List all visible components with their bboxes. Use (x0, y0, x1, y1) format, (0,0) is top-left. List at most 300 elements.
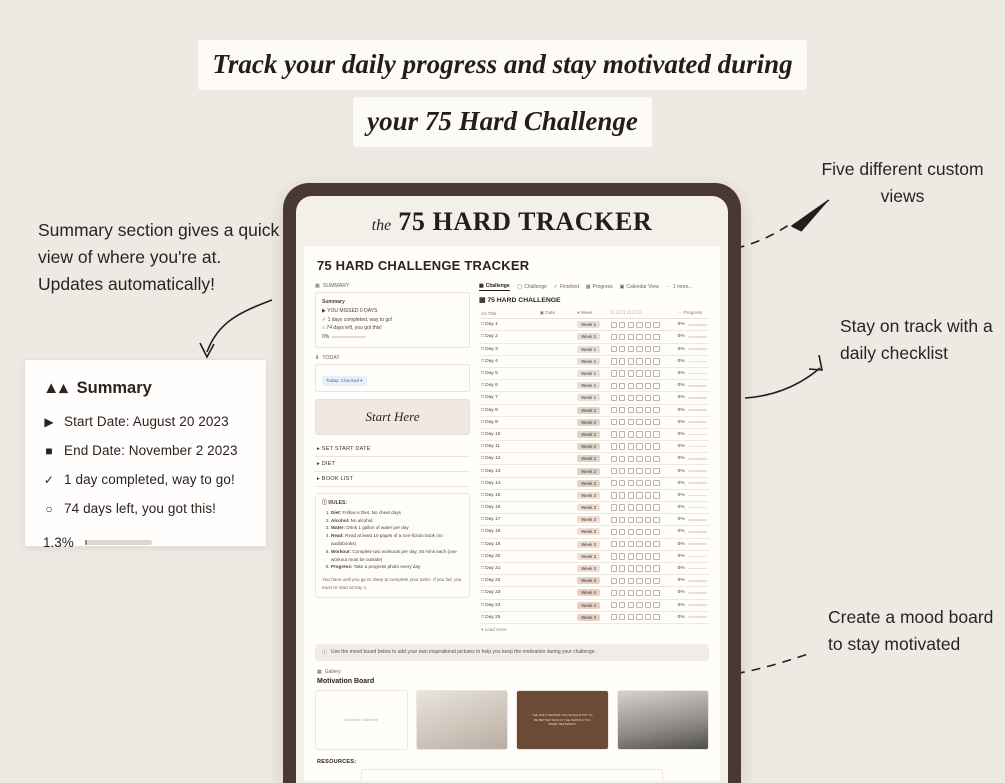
checkbox[interactable] (628, 370, 634, 376)
checkbox[interactable] (636, 322, 642, 328)
cell-checkboxes[interactable] (609, 502, 676, 514)
checkbox[interactable] (611, 504, 617, 510)
checkbox[interactable] (653, 529, 659, 535)
checkbox[interactable] (636, 517, 642, 523)
cell-title: □ Day 16 (479, 502, 538, 514)
checkbox[interactable] (611, 395, 617, 401)
cell-date[interactable] (538, 575, 576, 587)
column-header-week[interactable]: ▾ Week (575, 308, 608, 319)
checkbox[interactable] (619, 492, 625, 498)
cell-title: □ Day 15 (479, 489, 538, 501)
resources-placeholder[interactable] (361, 769, 663, 781)
checkbox[interactable] (619, 395, 625, 401)
checkbox[interactable] (619, 578, 625, 584)
checkbox[interactable] (611, 517, 617, 523)
checkbox[interactable] (636, 443, 642, 449)
checkbox[interactable] (653, 431, 659, 437)
checkbox[interactable] (653, 614, 659, 620)
summary-row-completed (43, 472, 248, 487)
cell-checkboxes[interactable] (609, 489, 676, 501)
cell-week: Week 1 (575, 319, 608, 331)
cell-week: Week 3 (575, 562, 608, 574)
checkbox[interactable] (611, 456, 617, 462)
cell-date[interactable] (538, 465, 576, 477)
checkbox[interactable] (619, 419, 625, 425)
checkbox[interactable] (653, 602, 659, 608)
tab-more-views[interactable]: ⋯ 1 more... (665, 284, 693, 290)
table-row[interactable] (479, 416, 709, 428)
table-row[interactable] (479, 392, 709, 404)
checkbox[interactable] (645, 517, 651, 523)
checkbox[interactable] (653, 468, 659, 474)
checkbox[interactable] (653, 492, 659, 498)
checkbox[interactable] (653, 590, 659, 596)
checkbox[interactable] (611, 578, 617, 584)
checkbox[interactable] (628, 590, 634, 596)
summary-panel (315, 292, 470, 348)
cell-date[interactable] (538, 441, 576, 453)
checkbox[interactable] (619, 602, 625, 608)
summary-section-header-label: SUMMARY (322, 283, 350, 289)
cell-date[interactable] (538, 416, 576, 428)
checkbox[interactable] (628, 334, 634, 340)
checkbox[interactable] (645, 395, 651, 401)
table-row[interactable] (479, 355, 709, 367)
table-row[interactable] (479, 428, 709, 440)
checkbox[interactable] (611, 614, 617, 620)
checkbox[interactable] (611, 602, 617, 608)
checkbox[interactable] (645, 443, 651, 449)
cell-date[interactable] (538, 599, 576, 611)
cell-week: Week 2 (575, 404, 608, 416)
checkbox[interactable] (619, 431, 625, 437)
info-icon: ⓘ (322, 649, 328, 656)
checkbox[interactable] (645, 334, 651, 340)
table-row[interactable] (479, 380, 709, 392)
cell-date[interactable] (538, 587, 576, 599)
checkbox[interactable] (611, 370, 617, 376)
cell-title: □ Day 3 (479, 343, 538, 355)
cell-date[interactable] (538, 538, 576, 550)
checkbox[interactable] (619, 443, 625, 449)
checkbox[interactable] (636, 407, 642, 413)
cell-checkboxes[interactable] (609, 575, 676, 587)
checkbox[interactable] (628, 602, 634, 608)
checkbox[interactable] (619, 468, 625, 474)
checkbox[interactable] (628, 383, 634, 389)
moodboard-card[interactable]: Good one, slide here (315, 690, 408, 750)
checkbox[interactable] (636, 346, 642, 352)
checkbox[interactable] (653, 419, 659, 425)
checkbox[interactable] (636, 480, 642, 486)
checkbox[interactable] (619, 529, 625, 535)
cell-progress: 0% (676, 428, 709, 440)
start-here-button[interactable]: Start Here (315, 399, 470, 435)
toggle-book-list[interactable]: ▸ BOOK LIST (315, 472, 470, 487)
annotation-summary: Summary section gives a quick view of where you're at. Updates automatically! (38, 220, 280, 295)
cell-date[interactable] (538, 502, 576, 514)
checkbox[interactable] (636, 468, 642, 474)
checkbox[interactable] (611, 322, 617, 328)
cell-date[interactable] (538, 355, 576, 367)
table-row[interactable] (479, 331, 709, 343)
checkbox[interactable] (653, 480, 659, 486)
cell-checkboxes[interactable] (609, 562, 676, 574)
cell-week: Week 1 (575, 367, 608, 379)
checkbox[interactable] (628, 322, 634, 328)
checkbox[interactable] (636, 358, 642, 364)
table-row[interactable] (479, 453, 709, 465)
cell-date[interactable] (538, 514, 576, 526)
checkbox[interactable] (619, 504, 625, 510)
checkbox[interactable] (611, 346, 617, 352)
rules-list (322, 509, 463, 571)
cell-date[interactable] (538, 404, 576, 416)
checkbox[interactable] (645, 504, 651, 510)
checkbox[interactable] (645, 383, 651, 389)
table-row[interactable] (479, 575, 709, 587)
checkbox[interactable] (636, 602, 642, 608)
checkbox[interactable] (619, 346, 625, 352)
checkbox[interactable] (653, 565, 659, 571)
checkbox[interactable] (636, 590, 642, 596)
cell-date[interactable] (538, 380, 576, 392)
toggle-diet[interactable]: ▸ DIET (315, 457, 470, 472)
cell-title: □ Day 9 (479, 416, 538, 428)
mountains-icon: ▲▴ (43, 379, 68, 397)
cell-checkboxes[interactable] (609, 441, 676, 453)
tab-calendar-view[interactable]: ▣ Calendar View (619, 284, 659, 290)
checkbox[interactable] (636, 504, 642, 510)
tab-challenge-table[interactable]: ▦ Challenge (479, 283, 510, 289)
table-row[interactable] (479, 514, 709, 526)
checkbox[interactable] (645, 456, 651, 462)
table-row[interactable] (479, 611, 709, 623)
summary-card (24, 359, 267, 550)
checkbox[interactable] (611, 407, 617, 413)
cell-week: Week 4 (575, 611, 608, 623)
checkbox[interactable] (636, 614, 642, 620)
checkbox[interactable] (628, 614, 634, 620)
cell-date[interactable] (538, 526, 576, 538)
checkbox[interactable] (628, 395, 634, 401)
checkbox[interactable] (611, 590, 617, 596)
table-row[interactable] (479, 489, 709, 501)
table-row[interactable] (479, 562, 709, 574)
cell-date[interactable] (538, 550, 576, 562)
annotation-moodboard: Create a mood board to stay motivated (828, 607, 994, 655)
checkbox[interactable] (611, 334, 617, 340)
table-row[interactable] (479, 343, 709, 355)
cell-progress: 0% (676, 441, 709, 453)
checkbox[interactable] (645, 419, 651, 425)
cell-progress: 0% (676, 465, 709, 477)
checkbox[interactable] (611, 358, 617, 364)
checkbox[interactable] (619, 517, 625, 523)
checkbox[interactable] (619, 383, 625, 389)
cell-progress: 0% (676, 477, 709, 489)
checkbox[interactable] (653, 456, 659, 462)
table-row[interactable] (479, 526, 709, 538)
cell-progress: 0% (676, 538, 709, 550)
cell-progress: 0% (676, 575, 709, 587)
table-row[interactable] (479, 465, 709, 477)
checkbox[interactable] (619, 456, 625, 462)
checkbox[interactable] (653, 541, 659, 547)
checkbox[interactable] (645, 541, 651, 547)
checkbox[interactable] (636, 553, 642, 559)
table-row[interactable] (479, 599, 709, 611)
cell-week: Week 2 (575, 453, 608, 465)
cell-checkboxes[interactable] (609, 355, 676, 367)
checkbox[interactable] (611, 480, 617, 486)
checkbox[interactable] (645, 358, 651, 364)
checkbox[interactable] (645, 346, 651, 352)
checkbox[interactable] (653, 370, 659, 376)
tab-challenge-timeline[interactable]: ◯ Challenge (516, 284, 547, 290)
cell-checkboxes[interactable] (609, 428, 676, 440)
checkbox[interactable] (611, 383, 617, 389)
summary-progress-label: 1.3% (43, 535, 74, 550)
checkbox[interactable] (645, 322, 651, 328)
checkbox[interactable] (628, 565, 634, 571)
cell-progress: 0% (676, 526, 709, 538)
checkbox[interactable] (628, 456, 634, 462)
checkbox[interactable] (619, 565, 625, 571)
checkbox[interactable] (619, 322, 625, 328)
checkbox[interactable] (619, 370, 625, 376)
cell-checkboxes[interactable] (609, 416, 676, 428)
table-header-row (479, 308, 709, 319)
table-row[interactable] (479, 587, 709, 599)
checkbox[interactable] (619, 334, 625, 340)
chart-icon: ▩ (585, 284, 591, 290)
checkbox[interactable] (636, 529, 642, 535)
checkbox[interactable] (628, 541, 634, 547)
checkbox[interactable] (645, 565, 651, 571)
checkbox[interactable] (653, 322, 659, 328)
cell-checkboxes[interactable] (609, 380, 676, 392)
checkbox[interactable] (628, 468, 634, 474)
moodboard-card[interactable]: THE ONLY PERSON YOU SHOULD TRY TO BE BETTER THAN IS THE PERSON YOU WERE YESTERDAY (516, 690, 609, 750)
cell-checkboxes[interactable] (609, 319, 676, 331)
cell-progress: 0% (676, 611, 709, 623)
checkbox[interactable] (611, 529, 617, 535)
checkbox[interactable] (636, 395, 642, 401)
checkbox[interactable] (636, 383, 642, 389)
cell-checkboxes[interactable] (609, 611, 676, 623)
checkbox[interactable] (636, 578, 642, 584)
checkbox[interactable] (619, 553, 625, 559)
cell-checkboxes[interactable] (609, 599, 676, 611)
cell-progress: 0% (676, 514, 709, 526)
checkbox[interactable] (628, 578, 634, 584)
cell-date[interactable] (538, 611, 576, 623)
cell-week: Week 2 (575, 441, 608, 453)
checkbox[interactable] (611, 443, 617, 449)
load-more-button[interactable]: ▾ Load more (481, 626, 507, 632)
checkbox[interactable] (636, 419, 642, 425)
checkbox[interactable] (628, 431, 634, 437)
checkbox[interactable] (653, 517, 659, 523)
left-column (315, 283, 470, 636)
today-filter-chip[interactable]: Today: Checked ▾ (322, 376, 367, 386)
checkbox[interactable] (645, 370, 651, 376)
column-header-date[interactable]: ▣ Date (538, 308, 576, 319)
cell-date[interactable] (538, 489, 576, 501)
summary-panel-line-1: ▶ YOU MISSED 0 DAYS (322, 307, 378, 314)
checkbox[interactable] (653, 395, 659, 401)
checkbox[interactable] (628, 504, 634, 510)
rule-item: 3. Water: Drink 1 gallon of water per day (331, 524, 463, 532)
checkbox[interactable] (636, 334, 642, 340)
cell-title: □ Day 14 (479, 477, 538, 489)
checkbox[interactable] (653, 358, 659, 364)
cell-week: Week 3 (575, 514, 608, 526)
checkbox[interactable] (645, 468, 651, 474)
cell-date[interactable] (538, 562, 576, 574)
checkbox[interactable] (645, 614, 651, 620)
cell-checkboxes[interactable] (609, 538, 676, 550)
checkbox[interactable] (611, 468, 617, 474)
checkbox[interactable] (628, 529, 634, 535)
table-row[interactable] (479, 502, 709, 514)
cell-title: □ Day 25 (479, 611, 538, 623)
cell-checkboxes[interactable] (609, 367, 676, 379)
checkbox[interactable] (645, 431, 651, 437)
cell-date[interactable] (538, 319, 576, 331)
today-panel (315, 364, 470, 392)
cell-date[interactable] (538, 367, 576, 379)
cell-date[interactable] (538, 343, 576, 355)
checkbox[interactable] (636, 492, 642, 498)
checkbox[interactable] (628, 358, 634, 364)
checkbox[interactable] (636, 456, 642, 462)
checkbox[interactable] (611, 492, 617, 498)
right-column (479, 283, 709, 636)
cell-checkboxes[interactable] (609, 453, 676, 465)
checkbox[interactable] (611, 565, 617, 571)
annotation-checklist: Stay on track with a daily checklist (840, 316, 993, 364)
toggle-set-start-date[interactable]: ▸ SET START DATE (315, 442, 470, 457)
checkbox[interactable] (645, 590, 651, 596)
checkbox[interactable] (653, 443, 659, 449)
checkbox[interactable] (653, 407, 659, 413)
summary-panel-progress: 0% (322, 333, 463, 342)
table-icon: ▦ (479, 297, 486, 304)
checkbox[interactable] (628, 407, 634, 413)
checkbox[interactable] (619, 614, 625, 620)
column-header-checks[interactable]: ☐ ☐ ☐ ☐ ☐ ☐ (609, 308, 676, 319)
cell-date[interactable] (538, 477, 576, 489)
checkbox[interactable] (636, 370, 642, 376)
table-row[interactable] (479, 367, 709, 379)
table-row[interactable] (479, 404, 709, 416)
cell-progress: 0% (676, 392, 709, 404)
checkbox[interactable] (611, 553, 617, 559)
checkbox[interactable] (636, 565, 642, 571)
column-header-title[interactable]: Aa Title (479, 308, 538, 319)
moodboard-card[interactable] (617, 690, 710, 750)
checkbox[interactable] (611, 419, 617, 425)
cell-date[interactable] (538, 428, 576, 440)
cell-checkboxes[interactable] (609, 477, 676, 489)
summary-row-remaining (43, 501, 248, 516)
moodboard-card[interactable] (416, 690, 509, 750)
checkbox[interactable] (645, 480, 651, 486)
checkbox[interactable] (636, 541, 642, 547)
cell-checkboxes[interactable] (609, 550, 676, 562)
table-row[interactable] (479, 441, 709, 453)
cell-checkboxes[interactable] (609, 465, 676, 477)
checkbox[interactable] (619, 480, 625, 486)
cell-date[interactable] (538, 392, 576, 404)
annotation-views: Five different custom views (821, 159, 984, 207)
tablet-device (283, 183, 741, 783)
checkbox[interactable] (619, 407, 625, 413)
checkbox[interactable] (653, 334, 659, 340)
checkbox[interactable] (645, 553, 651, 559)
cell-title: □ Day 19 (479, 538, 538, 550)
tab-finished[interactable]: ✓ Finished (553, 284, 579, 290)
checkbox[interactable] (645, 578, 651, 584)
checkbox[interactable] (653, 578, 659, 584)
cell-date[interactable] (538, 453, 576, 465)
summary-panel-line-3: ○ 74 days left, you got this! (322, 325, 382, 332)
checkbox[interactable] (628, 553, 634, 559)
checkbox[interactable] (619, 590, 625, 596)
checkbox[interactable] (645, 529, 651, 535)
challenge-table (479, 308, 709, 624)
cell-checkboxes[interactable] (609, 526, 676, 538)
checkbox[interactable] (636, 431, 642, 437)
cell-checkboxes[interactable] (609, 404, 676, 416)
checkbox[interactable] (628, 443, 634, 449)
checkbox[interactable] (645, 602, 651, 608)
checkbox[interactable] (645, 492, 651, 498)
checkbox[interactable] (653, 383, 659, 389)
table-row[interactable] (479, 319, 709, 331)
cell-progress: 0% (676, 599, 709, 611)
cell-checkboxes[interactable] (609, 392, 676, 404)
checkbox[interactable] (653, 553, 659, 559)
cell-checkboxes[interactable] (609, 343, 676, 355)
cell-checkboxes[interactable] (609, 331, 676, 343)
checkbox[interactable] (628, 517, 634, 523)
checkbox[interactable] (628, 419, 634, 425)
table-row[interactable] (479, 538, 709, 550)
page-title (0, 40, 1005, 147)
checkbox[interactable] (611, 541, 617, 547)
cell-date[interactable] (538, 331, 576, 343)
checkbox[interactable] (628, 480, 634, 486)
cell-title: □ Day 17 (479, 514, 538, 526)
checkbox[interactable] (653, 504, 659, 510)
checkbox[interactable] (611, 431, 617, 437)
table-row[interactable] (479, 477, 709, 489)
checkbox[interactable] (619, 358, 625, 364)
checkbox[interactable] (645, 407, 651, 413)
cell-checkboxes[interactable] (609, 587, 676, 599)
checkbox[interactable] (653, 346, 659, 352)
table-row[interactable] (479, 550, 709, 562)
checkbox[interactable] (628, 492, 634, 498)
cell-checkboxes[interactable] (609, 514, 676, 526)
column-header-progress[interactable]: ⋯ Progress (676, 308, 709, 319)
checkbox[interactable] (628, 346, 634, 352)
checkbox[interactable] (619, 541, 625, 547)
tab-progress[interactable]: ▩ Progress (585, 284, 613, 290)
